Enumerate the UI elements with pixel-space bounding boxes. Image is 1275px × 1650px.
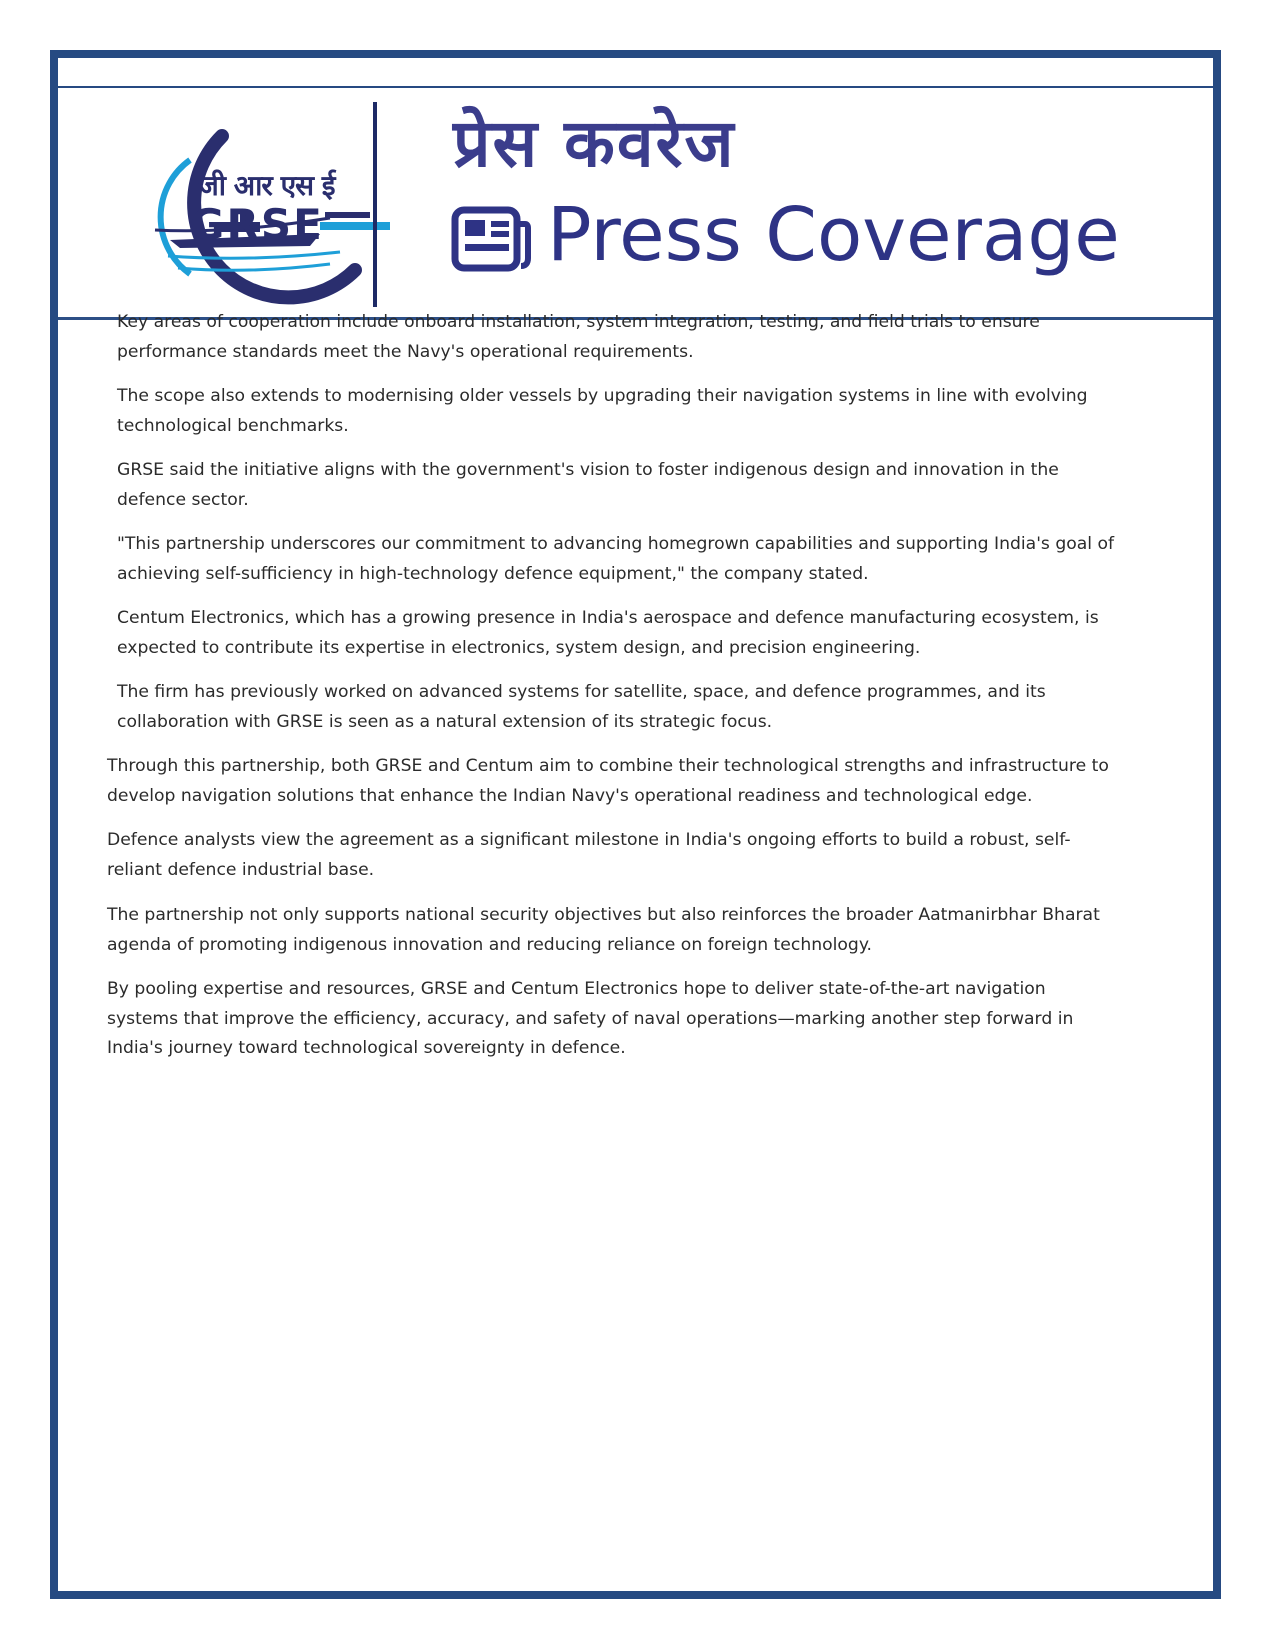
grse-logo (130, 122, 410, 312)
press-coverage-banner (58, 88, 1213, 320)
header-divider (373, 102, 377, 307)
article-paragraph: The firm has previously worked on advanced systems for satellite, space, and defence programmes, and its collaboration with GRSE is seen as a natural extension of its strategic focus. (117, 682, 1046, 732)
logo-grse-text: GRSE (190, 200, 324, 249)
article-paragraph: Centum Electronics, which has a growing presence in India's aerospace and defence manufacturing ecosystem, is expected to contribute its expertise in electronics, system design, and precision engineering. (117, 608, 1099, 658)
press-coverage-title: Press Coverage (547, 192, 1120, 278)
article-paragraph: Key areas of cooperation include onboard installation, system integration, testing, and field trials to ensure performance standards meet the Navy's operational requirements. (117, 312, 1040, 362)
article-paragraph: The partnership not only supports national security objectives but also reinforces the broader Aatmanirbhar Bharat agenda of promoting indigenous innovation and reducing reliance on foreign technology. (107, 905, 1100, 955)
article-paragraph: GRSE said the initiative aligns with the government's vision to foster indigenous design and innovation in the defence sector. (117, 460, 1059, 510)
logo-hindi-text: जी आर एस ई (198, 169, 335, 202)
article-paragraph: Through this partnership, both GRSE and Centum aim to combine their technological strengths and infrastructure to develop navigation solutions that enhance the Indian Navy's operational readiness and technological edge. (107, 756, 1109, 806)
newspaper-icon (451, 204, 531, 274)
article-paragraph: By pooling expertise and resources, GRSE and Centum Electronics hope to deliver state-of-the-art navigation systems that improve the efficiency, accuracy, and safety of naval operations—marking another step forward in India's journey toward technological sovereignty in defence. (107, 979, 1074, 1058)
hindi-title: प्रेस कवरेज (453, 104, 736, 182)
article-paragraph: "This partnership underscores our commitment to advancing homegrown capabilities and supporting India's goal of achieving self-sufficiency in high-technology defence equipment," the company stated. (117, 534, 1115, 584)
article-paragraph: Defence analysts view the agreement as a significant milestone in India's ongoing efforts to build a robust, self- reliant defence industrial base. (107, 830, 1071, 880)
article-paragraph: The scope also extends to modernising older vessels by upgrading their navigation systems in line with evolving technological benchmarks. (117, 386, 1088, 436)
